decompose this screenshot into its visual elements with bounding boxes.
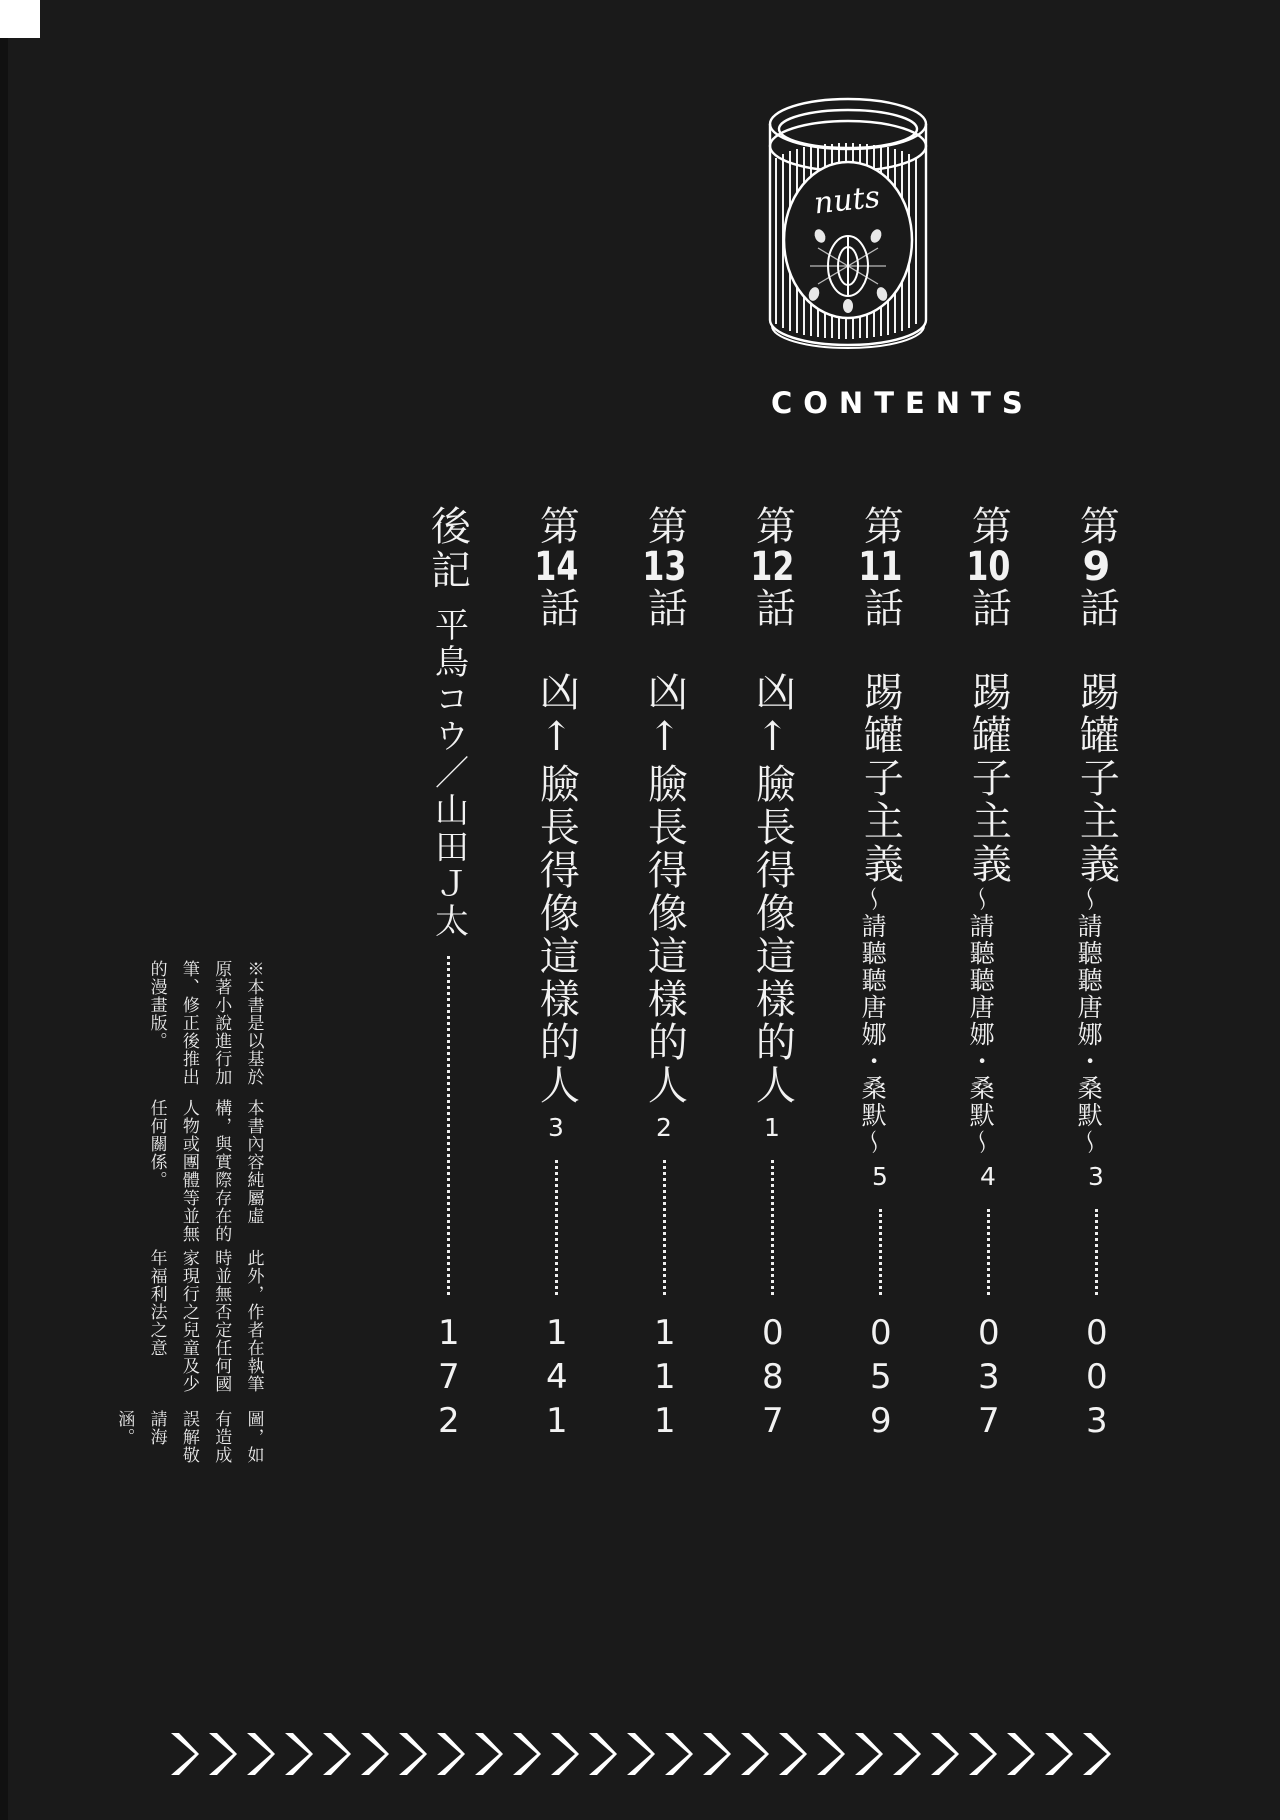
toc-entry-head [857, 505, 904, 1193]
toc-entry[interactable] [1042, 505, 1150, 1445]
toc-leader-dots [879, 1209, 882, 1295]
toc-chapter-sequence: 5 [865, 1162, 895, 1193]
toc-chapter-title: 凶↑臉長得像這樣的人 [533, 671, 580, 1107]
chevron-right-icon [967, 1731, 997, 1777]
toc-chapter-unit: 話 [857, 587, 904, 629]
legal-note-line: 圖，如有造成誤解敬請海涵。 [115, 1410, 264, 1465]
toc-entry-text [857, 505, 904, 1156]
toc-entry-text [1073, 505, 1120, 1156]
afterword-head [420, 505, 477, 940]
toc-entry-afterword[interactable] [394, 505, 502, 1445]
toc-entry-text [965, 505, 1012, 1156]
svg-text:nuts: nuts [812, 179, 882, 222]
toc-chapter-label [641, 505, 688, 1107]
toc-chapter-label [857, 505, 904, 886]
toc-page-number: 003 [1076, 1313, 1117, 1445]
toc-chapter-label [1073, 505, 1120, 886]
chevron-right-icon [1081, 1731, 1111, 1777]
toc-page-number: 087 [752, 1313, 793, 1445]
chevron-right-icon [435, 1731, 465, 1777]
toc-entry-text [641, 505, 688, 1107]
toc-leader-dots [663, 1160, 666, 1295]
toc-spacer [641, 629, 687, 671]
toc-chapter-unit: 話 [533, 587, 580, 629]
chevron-right-icon [397, 1731, 427, 1777]
toc-chapter-sequence: 2 [649, 1113, 679, 1144]
toc-page-number: 037 [968, 1313, 1009, 1445]
toc-chapter-prefix: 第 [857, 505, 904, 547]
chevron-right-icon [701, 1731, 731, 1777]
toc-chapter-unit: 話 [749, 587, 796, 629]
chevron-right-icon [549, 1731, 579, 1777]
toc-chapter-title: 踢罐子主義 [965, 671, 1012, 886]
chevron-right-icon [1005, 1731, 1035, 1777]
chevron-right-icon [777, 1731, 807, 1777]
page-edge [0, 0, 8, 1820]
legal-note-line: 本書內容純屬虛構，與實際存在的人物或團體等並無任何關係。 [147, 1099, 264, 1244]
toc-entry[interactable] [610, 505, 718, 1445]
chevron-right-icon [169, 1731, 199, 1777]
toc-spacer [965, 629, 1011, 671]
toc-chapter-sequence: 3 [541, 1113, 571, 1144]
chevron-right-icon [1043, 1731, 1073, 1777]
toc-entry-head [1073, 505, 1120, 1193]
toc-page-number: 059 [860, 1313, 901, 1445]
chevron-right-icon [853, 1731, 883, 1777]
chevron-right-icon [321, 1731, 351, 1777]
toc-page-number: 141 [536, 1313, 577, 1445]
toc-chapter-prefix: 第 [749, 505, 796, 547]
toc-chapter-subtitle: ～請聽聽唐娜・桑默～ [858, 886, 888, 1156]
chevron-right-icon [663, 1731, 693, 1777]
chevron-right-icon [283, 1731, 313, 1777]
chevron-right-icon [625, 1731, 655, 1777]
toc-chapter-number: 11 [858, 547, 903, 587]
toc-chapter-number: 13 [642, 547, 687, 587]
afterword-title: 後記 [425, 505, 471, 593]
toc-chapter-number: 9 [1082, 547, 1111, 587]
toc-entry-head [533, 505, 580, 1144]
toc-leader-dots [1095, 1209, 1098, 1295]
afterword-author: 平鳥コウ／山田Ｊ太 [429, 607, 467, 940]
toc-leader-dots [771, 1160, 774, 1295]
toc-entry-head [749, 505, 796, 1144]
toc-chapter-sequence: 4 [973, 1162, 1003, 1193]
chevron-right-icon [739, 1731, 769, 1777]
toc-chapter-unit: 話 [965, 587, 1012, 629]
toc-entry-head [641, 505, 688, 1144]
toc-chapter-unit: 話 [641, 587, 688, 629]
toc-entry-head [965, 505, 1012, 1193]
chevron-decoration-strip [0, 1722, 1280, 1786]
toc-chapter-title: 凶↑臉長得像這樣的人 [749, 671, 796, 1107]
toc-chapter-subtitle: ～請聽聽唐娜・桑默～ [966, 886, 996, 1156]
toc-chapter-subtitle: ～請聽聽唐娜・桑默～ [1074, 886, 1104, 1156]
toc-page-number: 111 [644, 1313, 685, 1445]
afterword-page-number: 172 [428, 1313, 469, 1445]
chevron-right-icon [207, 1731, 237, 1777]
toc-entry[interactable] [718, 505, 826, 1445]
chevron-right-icon [815, 1731, 845, 1777]
chevron-right-icon [359, 1731, 389, 1777]
toc-entry[interactable] [502, 505, 610, 1445]
legal-note-line: 此外，作者在執筆時並無否定任何國家現行之兒童及少年福利法之意 [147, 1249, 264, 1394]
toc-chapter-sequence: 1 [757, 1113, 787, 1144]
toc-chapter-label [749, 505, 796, 1107]
toc-chapter-label [965, 505, 1012, 886]
legal-notes [108, 960, 275, 1480]
nuts-can-illustration [748, 88, 948, 360]
toc-spacer [857, 629, 903, 671]
toc-spacer [1073, 629, 1119, 671]
legal-note-line: ※本書是以基於原著小說進行加筆、修正後推出的漫畫版。 [147, 960, 264, 1086]
toc-chapter-label [533, 505, 580, 1107]
toc-chapter-sequence: 3 [1081, 1162, 1111, 1193]
chevron-right-icon [511, 1731, 541, 1777]
toc-chapter-number: 10 [966, 547, 1011, 587]
toc-chapter-number: 14 [534, 547, 579, 587]
chevron-right-icon [245, 1731, 275, 1777]
toc-chapter-prefix: 第 [533, 505, 580, 547]
toc-spacer [749, 629, 795, 671]
chevron-right-icon [587, 1731, 617, 1777]
toc-leader-dots [987, 1209, 990, 1295]
page-corner-mark [0, 0, 40, 38]
toc-chapter-title: 踢罐子主義 [857, 671, 904, 886]
toc-spacer [533, 629, 579, 671]
toc-entry[interactable] [934, 505, 1042, 1445]
toc-chapter-prefix: 第 [965, 505, 1012, 547]
toc-entry-text [533, 505, 580, 1107]
page-title: CONTENTS [771, 386, 1034, 420]
toc-chapter-number: 12 [750, 547, 795, 587]
chevron-right-icon [473, 1731, 503, 1777]
toc-chapter-title: 凶↑臉長得像這樣的人 [641, 671, 688, 1107]
afterword-leader-dots [447, 956, 450, 1295]
toc-chapter-prefix: 第 [1073, 505, 1120, 547]
toc-chapter-prefix: 第 [641, 505, 688, 547]
toc-leader-dots [555, 1160, 558, 1295]
chevron-right-icon [891, 1731, 921, 1777]
toc-chapter-unit: 話 [1073, 587, 1120, 629]
chevron-right-icon [929, 1731, 959, 1777]
toc-entry[interactable] [826, 505, 934, 1445]
toc-entry-text [749, 505, 796, 1107]
toc-chapter-title: 踢罐子主義 [1073, 671, 1120, 886]
